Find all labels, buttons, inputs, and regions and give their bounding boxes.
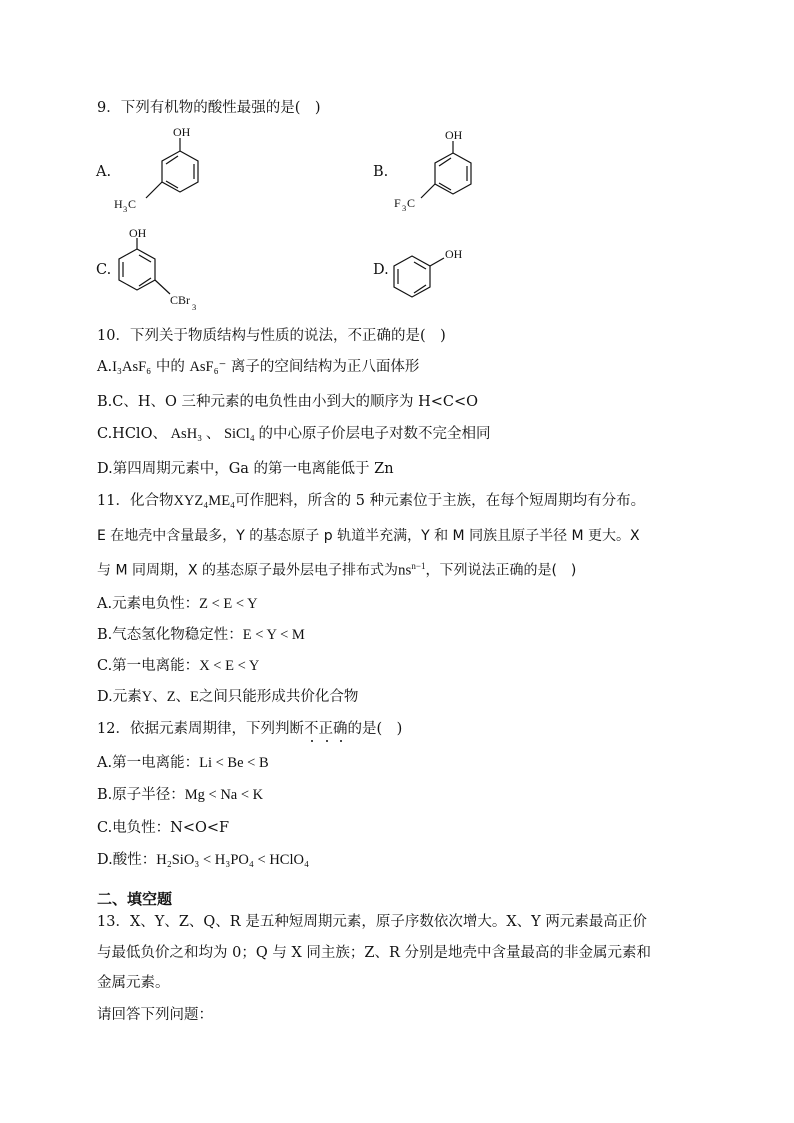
substituent-main: H <box>114 197 123 211</box>
q10-option-c: C.HClO、 AsH₃ 、 SiCl₄ 的中心原子价层电子对数不完全相同 <box>97 426 491 442</box>
q9-stem: 9．下列有机物的酸性最强的是( ) <box>97 100 321 116</box>
oh-label: OH <box>129 226 147 240</box>
q10-option-b: B.C、H、O 三种元素的电负性由小到大的顺序为 H<C<O <box>97 394 479 410</box>
q12-option-d: D.酸性：H₂SiO₃ < H₃PO₄ < HClO₄ <box>97 852 310 868</box>
q9-option-a-structure <box>110 124 220 219</box>
q11-option-d: D.元素Y、Z、E之间只能形成共价化合物 <box>97 689 359 705</box>
q9-option-d-structure <box>388 242 488 302</box>
q9-option-a-label: A. <box>96 164 112 180</box>
q10-option-a: A.I₃AsF₆ 中的 AsF₆⁻ 离子的空间结构为正八面体形 <box>97 359 420 375</box>
q12-option-a: A.第一电离能：Li < Be < B <box>97 755 269 771</box>
formula-ns: ns <box>398 562 412 579</box>
q11-line3: 与 M 同周期，X 的基态原子最外层电子排布式为$ns^{n-1}$，下列说法正确的是( ) <box>97 561 577 579</box>
substituent-main: CBr <box>170 293 191 307</box>
q13-line4: 请回答下列问题： <box>97 1007 213 1023</box>
section-heading: 二、填空题 <box>97 890 173 908</box>
q9-option-b-structure <box>385 128 495 218</box>
formula-i3asf6: I₃AsF₆ <box>112 359 152 375</box>
q11-b-expression: E < Y < M <box>242 627 305 643</box>
formula-xyz4me4: XYZ₄ME₄ <box>173 493 236 509</box>
q11-option-a: A.元素电负性：Z < E < Y <box>97 596 258 612</box>
phenol-icon <box>388 242 488 302</box>
oh-label: OH <box>173 125 191 139</box>
q11-a-expression: Z < E < Y <box>199 596 258 612</box>
emphasis-char: 不 <box>303 721 319 737</box>
q12-option-b: B.原子半径：Mg < Na < K <box>97 787 264 803</box>
trifluoromethylphenol-icon <box>385 128 495 218</box>
q10-stem: 10．下列关于物质结构与性质的说法，不正确的是( ) <box>97 328 446 344</box>
oh-label: OH <box>445 247 463 261</box>
q11-d-expression: Y、Z、E <box>141 689 199 705</box>
q9-option-b-label: B. <box>373 164 389 180</box>
q9-option-c-label: C. <box>96 262 112 278</box>
q13-line1: 13．X、Y、Z、Q、R 是五种短周期元素，原子序数依次增大。X、Y 两元素最高正价 <box>97 914 647 930</box>
substituent-index: 3 <box>402 203 407 213</box>
q10-option-d: D.第四周期元素中，Ga 的第一电离能低于 Zn <box>97 461 394 477</box>
formula-ns-exponent: n−1 <box>411 561 426 571</box>
formula-asf6-ion: AsF₆⁻ <box>189 359 227 375</box>
formula-ash3-sicl4: AsH₃ 、 SiCl₄ <box>166 426 259 442</box>
q13-line3: 金属元素。 <box>97 975 170 991</box>
substituent-tail: C <box>407 196 416 210</box>
q12-stem: 12．依据元素周期律，下列判断不正确的是( ) <box>97 721 403 737</box>
q11-line1: 11．化合物XYZ₄ME₄可作肥料，所含的 5 种元素位于主族，在每个短周期均有分布。 <box>97 493 646 509</box>
emphasis-char: 确 <box>332 721 348 737</box>
substituent-main: F <box>394 196 401 210</box>
oh-label: OH <box>445 128 463 142</box>
q11-option-c: C.第一电离能：X < E < Y <box>97 658 260 674</box>
substituent-tail: C <box>128 197 137 211</box>
substituent-index: 3 <box>123 204 128 214</box>
q11-c-expression: X < E < Y <box>199 658 260 674</box>
q12-option-c: C.电负性：N<O<F <box>97 820 230 836</box>
tribromomethylphenol-icon <box>110 226 220 318</box>
q12-a-expression: Li < Be < B <box>199 755 269 771</box>
q12-d-expression: H₂SiO₃ < H₃PO₄ < HClO₄ <box>156 852 310 868</box>
q9-option-c-structure <box>110 226 220 318</box>
substituent-index: 3 <box>192 302 197 312</box>
q9-option-d-label: D. <box>373 262 389 278</box>
q11-line2: E 在地壳中含量最多，Y 的基态原子 p 轨道半充满，Y 和 M 同族且原子半径 M 更大。X <box>97 528 640 544</box>
q13-line2: 与最低负价之和均为 0；Q 与 X 同主族；Z、R 分别是地壳中含量最高的非金属元素和 <box>97 945 651 961</box>
emphasis-char: 正 <box>318 721 333 737</box>
q11-option-b: B.气态氢化物稳定性：E < Y < M <box>97 627 305 643</box>
m-cresol-icon <box>110 124 220 219</box>
q12-b-expression: Mg < Na < K <box>184 787 264 803</box>
